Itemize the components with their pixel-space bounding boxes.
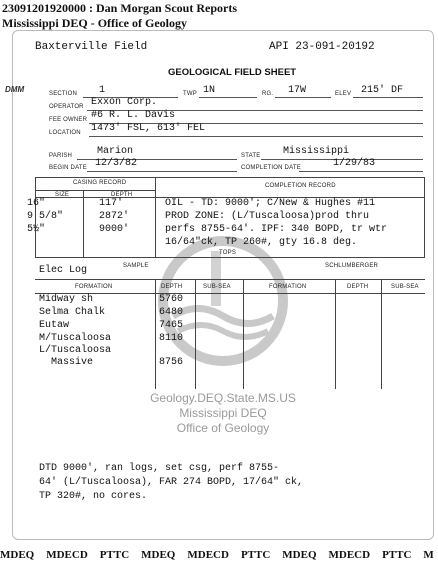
schlumberger-depth-header: DEPTH xyxy=(347,284,369,290)
footer-item: M xyxy=(423,549,434,561)
top-formation: Massive xyxy=(39,357,94,368)
operator-value: Exxon Corp. xyxy=(91,97,158,108)
sample-label: SAMPLE xyxy=(123,263,149,269)
state-value: Mississippi xyxy=(283,146,350,157)
field-name: Baxterville Field xyxy=(35,41,148,53)
section-label: SECTION xyxy=(49,91,78,97)
top-formation: Eutaw xyxy=(39,320,70,331)
elev-label: ELEV xyxy=(335,91,352,97)
top-formation: L/Tuscaloosa xyxy=(39,345,112,356)
twp-value: 1N xyxy=(203,85,216,96)
completion-line: perfs 8755-64'. IPF: 340 BOPD, tr wtr xyxy=(165,224,388,235)
footer-item: MDEQ xyxy=(0,549,35,561)
completion-date-value: 1/29/83 xyxy=(333,158,376,169)
casing-depth: 117' xyxy=(99,198,124,209)
report-subtitle: Mississippi DEQ - Office of Geology xyxy=(2,16,187,30)
parish-label: PARISH xyxy=(49,153,73,159)
schlumberger-formation-header: FORMATION xyxy=(269,284,307,290)
casing-depth: 2872' xyxy=(99,211,130,222)
top-depth: 8756 xyxy=(159,357,184,368)
footer-item: MDECD xyxy=(328,549,371,561)
section-value: 1 xyxy=(99,85,106,96)
depth-header: DEPTH xyxy=(161,284,183,290)
footer-item: PTTC xyxy=(240,549,271,561)
formation-header: FORMATION xyxy=(75,284,113,290)
fee-owner-label: FEE OWNER xyxy=(49,117,88,123)
footer-item: MDECD xyxy=(46,549,88,561)
remarks-line: TP 320#, no cores. xyxy=(39,491,148,502)
casing-size: 16" xyxy=(27,198,46,209)
api-number: API 23-091-20192 xyxy=(269,41,375,53)
sheet-title: GEOLOGICAL FIELD SHEET xyxy=(168,67,297,78)
footer-item: MDEQ xyxy=(282,549,317,561)
completion-line: 16/64"ck, TP 260#, gty 16.8 deg. xyxy=(165,237,358,248)
watermark-office: Office of Geology xyxy=(176,421,270,435)
footer-item: PTTC xyxy=(99,549,130,561)
top-depth: 7465 xyxy=(159,320,184,331)
twp-label: TWP xyxy=(183,91,197,97)
state-label: STATE xyxy=(241,153,261,159)
report-title: 23091201920000 : Dan Morgan Scout Reports xyxy=(2,1,237,15)
casing-record-label: CASING RECORD xyxy=(73,180,127,186)
casing-depth: 9000' xyxy=(99,224,130,235)
footer-item: MDEQ xyxy=(141,549,176,561)
top-depth: 5760 xyxy=(159,294,184,305)
completion-record-label: COMPLETION RECORD xyxy=(265,183,336,189)
top-depth: 8110 xyxy=(159,333,184,344)
remarks-line: 64' (L/Tuscaloosa), FAR 274 BOPD, 17/64" ck, xyxy=(39,477,304,488)
rg-label: RG. xyxy=(262,91,274,97)
casing-depth-header: DEPTH xyxy=(111,192,133,198)
remarks-line: DTD 9000', ran logs, set csg, perf 8755- xyxy=(39,463,280,474)
completion-date-label: COMPLETION DATE xyxy=(241,165,301,171)
completion-line: PROD ZONE: (L/Tuscaloosa)prod thru xyxy=(165,211,370,222)
casing-size: 9 5/8" xyxy=(27,211,64,222)
casing-size: 5½" xyxy=(27,224,46,235)
footer-item: MDECD xyxy=(187,549,229,561)
parish-value: Marion xyxy=(97,146,134,157)
completion-line: OIL - TD: 9000'; C/New & Hughes #11 xyxy=(165,198,376,209)
operator-label: OPERATOR xyxy=(49,104,84,110)
footer-item: PTTC xyxy=(382,549,412,561)
begin-date-value: 12/3/82 xyxy=(95,158,138,169)
rg-value: 17W xyxy=(288,85,307,96)
watermark-site: Geology.DEQ.State.MS.US xyxy=(150,391,296,405)
field-sheet-card xyxy=(5,30,434,540)
tops-label: TOPS xyxy=(219,250,237,256)
schlumberger-subsea-header: SUB-SEA xyxy=(391,284,419,290)
fee-owner-value: #6 R. L. Davis xyxy=(91,110,176,121)
begin-date-label: BEGIN DATE xyxy=(49,165,87,171)
footer-banner xyxy=(0,549,438,561)
location-value: 1473' FSL, 613' FEL xyxy=(91,123,206,134)
top-formation: Midway sh xyxy=(39,294,94,305)
initials: DMM xyxy=(5,85,25,94)
top-depth: 6480 xyxy=(159,307,184,318)
watermark-agency: Mississippi DEQ xyxy=(179,406,267,420)
location-label: LOCATION xyxy=(49,130,81,136)
elev-value: 215' DF xyxy=(361,85,404,96)
schlumberger-label: SCHLUMBERGER xyxy=(325,263,379,269)
subsea-header: SUB-SEA xyxy=(203,284,231,290)
top-formation: M/Tuscaloosa xyxy=(39,333,112,344)
top-formation: Selma Chalk xyxy=(39,307,106,318)
casing-size-header: SIZE xyxy=(55,192,70,198)
elec-log-label: Elec Log xyxy=(39,265,88,276)
